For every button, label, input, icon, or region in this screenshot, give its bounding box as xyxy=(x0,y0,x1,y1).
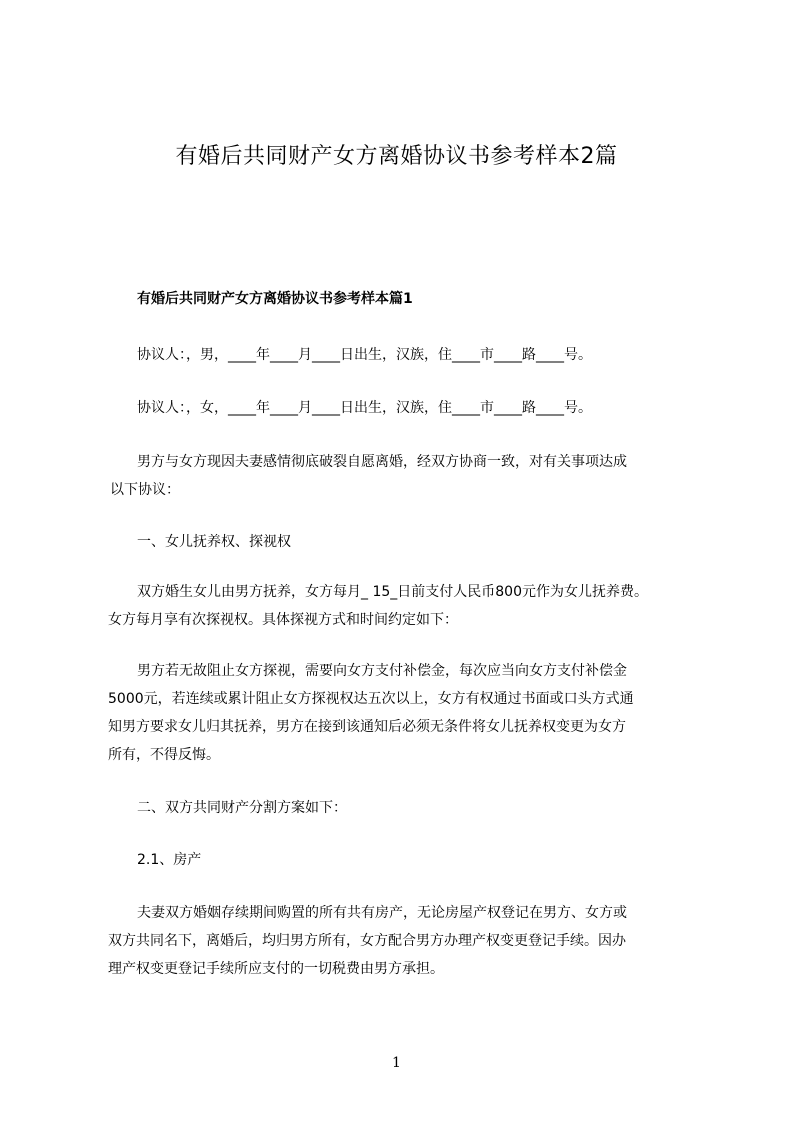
penalty-line-1: 男方若无故阻止女方探视，需要向女方支付补偿金，每次应当向女方支付补偿金 xyxy=(137,663,627,679)
penalty-line-4: 所有，不得反悔。 xyxy=(108,747,220,763)
document-title: 有婚后共同财产女方离婚协议书参考样本2篇 xyxy=(175,144,618,169)
custody-line-2: 女方每月享有次探视权。具体探视方式和时间约定如下： xyxy=(108,612,458,628)
penalty-line-2: 5000元，若连续或累计阻止女方探视权达五次以上，女方有权通过书面或口头方式通 xyxy=(108,691,634,707)
party-female-line: 协议人：，女，____年____月____日出生，汉族，住____市____路____号。 xyxy=(137,400,592,416)
heading-house: 2.1、房产 xyxy=(137,852,202,868)
house-line-2: 双方共同名下，离婚后，均归男方所有，女方配合男方办理产权变更登记手续。因办 xyxy=(108,933,626,949)
intro-line-1: 男方与女方现因夫妻感情彻底破裂自愿离婚，经双方协商一致，对有关事项达成 xyxy=(137,454,627,470)
house-line-1: 夫妻双方婚姻存续期间购置的所有共有房产，无论房屋产权登记在男方、女方或 xyxy=(137,905,627,921)
intro-line-2: 以下协议： xyxy=(110,482,180,498)
custody-line-1: 双方婚生女儿由男方抚养，女方每月_ 15_日前支付人民币800元作为女儿抚养费。 xyxy=(137,584,648,600)
party-male-line: 协议人：，男，____年____月____日出生，汉族，住____市____路____号。 xyxy=(137,347,592,363)
house-line-3: 理产权变更登记手续所应支付的一切税费由男方承担。 xyxy=(108,961,444,977)
penalty-line-3: 知男方要求女儿归其抚养，男方在接到该通知后必须无条件将女儿抚养权变更为女方 xyxy=(108,719,626,735)
heading-custody: 一、女儿抚养权、探视权 xyxy=(137,534,291,550)
heading-property: 二、双方共同财产分割方案如下： xyxy=(137,800,347,816)
page-number: 1 xyxy=(392,1055,401,1071)
section-title: 有婚后共同财产女方离婚协议书参考样本篇1 xyxy=(137,291,413,307)
